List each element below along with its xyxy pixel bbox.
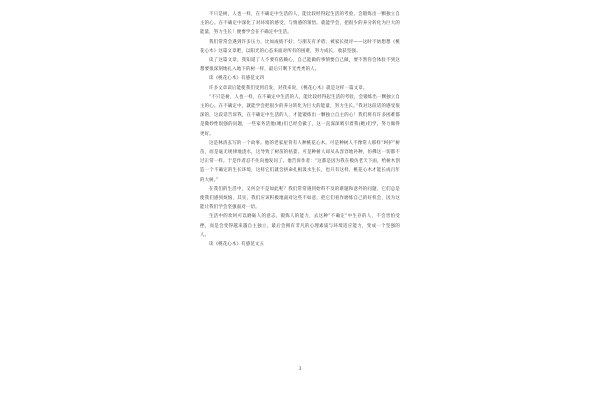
document-body [200,10,400,249]
paragraph-3: 读了这篇文章，我知道了人不要有依赖心，自己能做的事情要自己做，要不然你会体验不到这想要很深刻地扎入地下的树一样，最后只剩下光秃秃的人。 [200,58,400,73]
paragraph-2: 我们常常会遇到许多压力，比如成绩不好；与朋友有矛盾；被家长批评——这时不妨想想《桃花心木》这篇文章吧，以阳光的心态来面对所有的困难，努力成长，收获坚强。 [200,39,400,54]
essay-heading-4: 读《桃花心木》有感范文四 [209,76,265,82]
page-number: 3 [298,367,302,372]
paragraph-5: 许多文章读后能使我们受到启发，对我来说，《桃花心木》就是这样一篇文章。 [209,85,368,91]
paragraph-8: 在我们的生活中，又何尝不是如此呢？我们常常遇到始料不及的难题和意外的问题，它们总是使我们感到烦恼，其实，我们应该积极地面对这些不如意，把它们看作磨炼自己的好机会，因为这能让我们学会坚强面对一切。 [200,186,400,211]
paragraph-6: “不只是树，人也一样，在不确定中生活的人，能比较经得起生活的考验，会锻炼出一颗独立自主的心。在不确定中，就能学会把很少的养分转化为巨大的能量，努力生长。”我对这段话的感受很深的，这段话告诉我，在不确定中生活的人，才能锻炼出一颗独立自主的心！我们将有许多困难都是微妙性很强的问题，一些家务活他(她)们已经会做了，这一直深深吸引着我(她)们学，努力做得更好。 [200,94,400,137]
paragraph-9: 生活中的坎坷可以磨砺人的意志，锻炼人的能力，去这种“不确定”中生存的人，不会害怕受挫，而是会变得越来越自主独立，最后会拥有非凡的心理素质与环境适应能力，变成一个坚强的人。 [200,214,400,238]
essay-heading-5: 读《桃花心木》有感范文五 [209,242,265,248]
paragraph-1: 不只是树，人也一样，在不确定中生活的人，能比较经得起生活的考验，会锻炼出一颗独立自主的心。在不确定中深化了对环境的感受，与情感的领悟。就能学会，把很少的养分转化为巨大的能量，努力生长！便要学会在不确定中生活。 [200,12,400,36]
paragraph-7: 这是林清玄写的一个故事。他的老家屋背有人种桃花心木。可是种树人不像常人那样“呵护”树苗，而是毫无规律地浇水，这导致了树苗的枯萎。可是种树人却从从容容地补种，仿佛这一切都不过正常一样。于是作者忍不住向他发问了。他告诉作者：“这都是因为我在模仿老天下雨，给树木创造一个不确定的生长环境，这样它们就会拼命扎根汲水生长，也只有这样，桃花心木才能长成百年的大树。” [200,140,400,183]
